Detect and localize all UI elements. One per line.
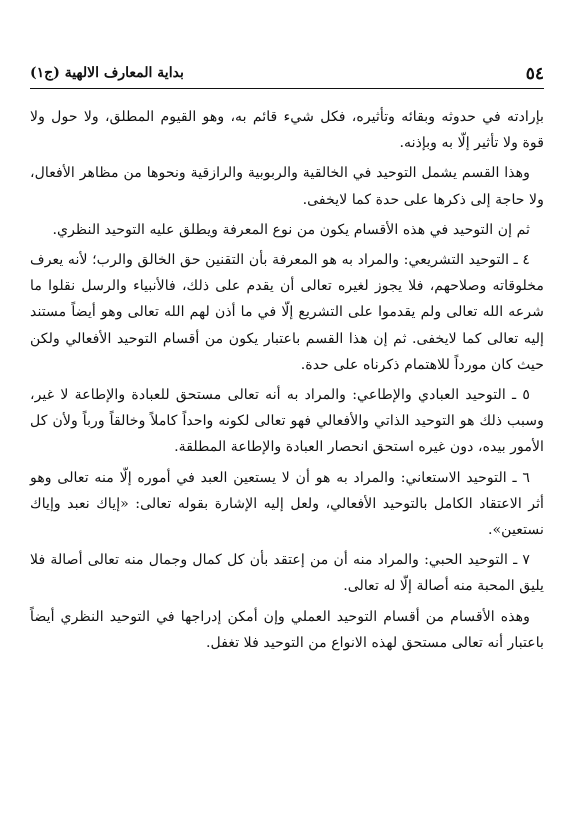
paragraph-seeking-help-tawhid: ٦ ـ التوحيد الاستعاني: والمراد به هو أن لا يستعين العبد في أموره إلّا منه تعالى وهو أثر الاعتقاد الكامل بالتوحيد الأفعالي، ولعل إليه الإشارة بقوله تعالى: «إياك نعبد وإياك نستعين». (30, 469, 544, 539)
page-number: ٥٤ (525, 64, 544, 84)
paragraph-practical-tawhid: وهذه الأقسام من أقسام التوحيد العملي وإن أمكن إدراجها في التوحيد النظري أيضاً باعتبار أنه تعالى مستحق لهذه الانواع من التوحيد فلا تغفل. (30, 608, 544, 651)
paragraph-continuation: بإرادته في حدوثه وبقائه وتأثيره، فكل شيء قائم به، وهو القيوم المطلق، ولا حول ولا قوة ولا تأثير إلّا به وبإذنه. (30, 109, 544, 152)
running-title: بداية المعارف الالهية (ج١) (30, 65, 184, 81)
paragraph-worship-tawhid: ٥ ـ التوحيد العبادي والإطاعي: والمراد به أنه تعالى مستحق للعبادة والإطاعة لا غير، وسبب ذلك هو التوحيد الذاتي والأفعالي فهو تعالى لكونه واحداً كاملاً وخالقاً ورباً ولأن كل الأمور بيده، دون غيره استحق انحصار العبادة والإطاعة المطلقة. (30, 387, 544, 456)
page-header (30, 64, 544, 88)
paragraph-theoretical-tawhid: ثم إن التوحيد في هذه الأقسام يكون من نوع المعرفة ويطلق عليه التوحيد النظري. (52, 221, 530, 238)
paragraph-actions-scope: وهذا القسم يشمل التوحيد في الخالقية والربوبية والرازقية ونحوها من مظاهر الأفعال، ولا حاجة إلى ذكرها على حدة كما لايخفى. (30, 165, 544, 208)
body-text (30, 104, 544, 660)
header-rule (30, 88, 544, 89)
paragraph-legislative-tawhid: ٤ ـ التوحيد التشريعي: والمراد به هو المعرفة بأن التقنين حق الخالق والرب؛ لأنه يعرف مخلوقاته وصلاحهم، فلا يجوز لغيره تعالى أن يقدم على ذلك، فالأنبياء والرسل نقلوا ما شرعه الله تعالى ولم يقدموا على التشريع إلّا في ما أذن لهم الله تعالى وهو أيضاً مستند إليه تعالى كما لايخفى. ثم إن هذا القسم باعتبار يكون من أقسام التوحيد الأفعالي ولكن حيث كان مورداً للاهتمام ذكرناه على حدة. (30, 252, 544, 373)
paragraph-love-tawhid: ٧ ـ التوحيد الحبي: والمراد منه أن من إعتقد بأن كل كمال وجمال منه تعالى أصالة فلا يليق المحبة منه أصالة إلّا له تعالى. (30, 552, 544, 595)
